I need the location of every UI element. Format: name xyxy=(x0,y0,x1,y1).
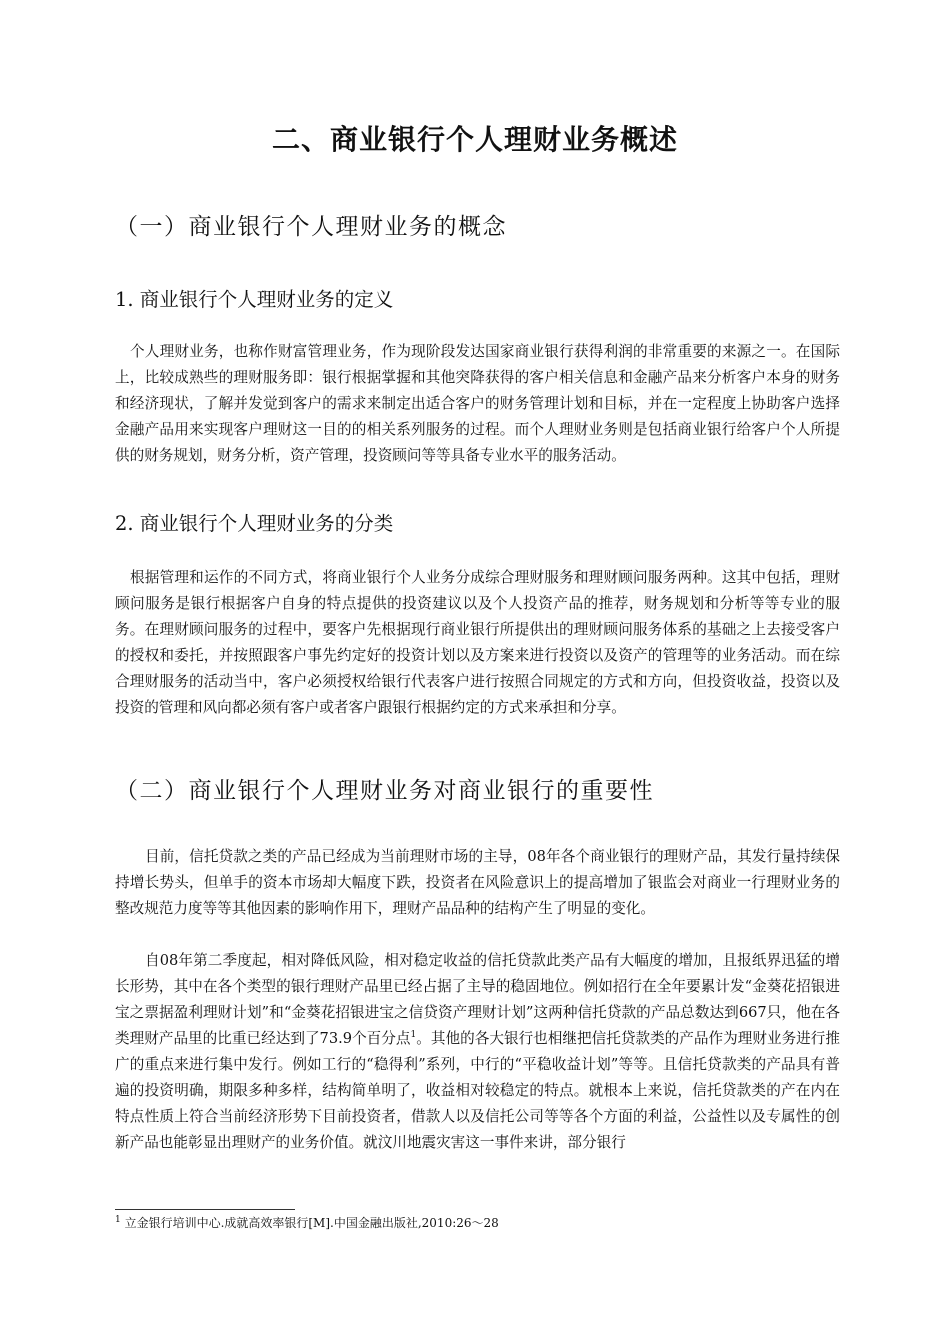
footnote-reference[interactable]: 1 xyxy=(410,1030,417,1041)
subsection-heading-1: 1. 商业银行个人理财业务的定义 xyxy=(115,288,394,311)
definition-paragraph: 个人理财业务，也称作财富管理业务，作为现阶段发达国家商业银行获得利润的非常重要的来源之一。在国际上，比较成熟些的理财服务即：银行根据掌握和其他突降获得的客户相关信息和金融产品来分析客户本身的财务和经济现状，了解并发觉到客户的需求来制定出适合客户的财务管理计划和目标，并在一定程度上协助客户选择金融产品用来实现客户理财这一目的的相关系列服务的过程。而个人理财业务则是包括商业银行给客户个人所提供的财务规划，财务分析，资产管理，投资顾问等等具备专业水平的服务活动。 xyxy=(115,343,840,464)
paragraph-text-after-note: 。其他的各大银行也相继把信托贷款类的产品作为理财业务进行推广的重点来进行集中发行。例如工行的“稳得利”系列，中行的“平稳收益计划”等等。且信托贷款类的产品具有普遍的投资明确，期限多种多样，结构简单明了，收益相对较稳定的特点。就根本上来说，信托贷款类的产在内在特点性质上符合当前经济形势下目前投资者，借款人以及信托公司等等各个方面的利益，公益性以及专属性的创新产品也能彰显出理财产的业务价值。就汶川地震灾害这一事件来讲，部分银行 xyxy=(115,1030,840,1151)
footnote-text: 立金银行培训中心.成就高效率银行[M].中国金融出版社,2010:26～28 xyxy=(124,1216,499,1230)
importance-paragraph-1: 目前，信托贷款之类的产品已经成为当前理财市场的主导，08年各个商业银行的理财产品，其发行量持续保持增长势头，但单手的资本市场却大幅度下跌，投资者在风险意识上的提高增加了银监会对商业一行理财业务的整改规范力度等等其他因素的影响作用下，理财产品品种的结构产生了明显的变化。 xyxy=(115,848,840,917)
importance-paragraph-2 xyxy=(115,948,840,1156)
footnote-separator xyxy=(115,1209,295,1210)
section-heading-1: （一）商业银行个人理财业务的概念 xyxy=(115,214,507,240)
page-title: 二、商业银行个人理财业务概述 xyxy=(271,123,678,156)
footnote xyxy=(115,1214,499,1231)
classification-paragraph: 根据管理和运作的不同方式，将商业银行个人业务分成综合理财服务和理财顾问服务两种。这其中包括，理财顾问服务是银行根据客户自身的特点提供的投资建议以及个人投资产品的推荐，财务规划和分析等等专业的服务。在理财顾问服务的过程中，要客户先根据现行商业银行所提供出的理财顾问服务体系的基础之上去接受客户的授权和委托，并按照跟客户事先约定好的投资计划以及方案来进行投资以及资产的管理等的业务活动。而在综合理财服务的活动当中，客户必须授权给银行代表客户进行按照合同规定的方式和方向，但投资收益，投资以及投资的管理和风向都必须有客户或者客户跟银行根据约定的方式来承担和分享。 xyxy=(115,569,840,716)
paragraph-text-before-note: 自08年第二季度起，相对降低风险，相对稳定收益的信托贷款此类产品有大幅度的增加，且报纸界迅猛的增长形势，其中在各个类型的银行理财产品里已经占据了主导的稳固地位。例如招行在全年要累计发“金葵花招银进宝之票据盈利理财计划”和“金葵花招银进宝之信贷资产理财计划”这两种信托贷款的产品总数达到667只，他在各类理财产品里的比重已经达到了73.9个百分点 xyxy=(115,952,840,1047)
footnote-mark: 1 xyxy=(115,1215,121,1225)
section-heading-2: （二）商业银行个人理财业务对商业银行的重要性 xyxy=(115,778,654,804)
subsection-heading-2: 2. 商业银行个人理财业务的分类 xyxy=(115,512,394,535)
